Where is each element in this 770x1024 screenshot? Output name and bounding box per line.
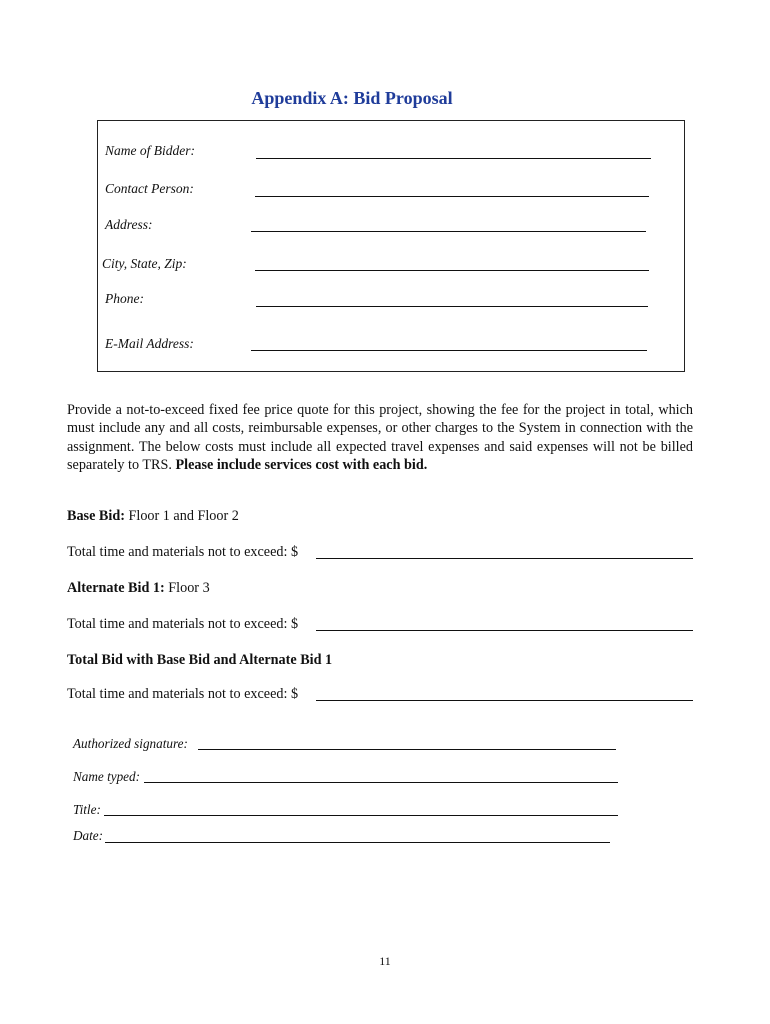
bidder-name-row	[98, 143, 686, 163]
name-typed-label: Name typed:	[73, 769, 141, 784]
title-label: Title:	[73, 802, 101, 817]
total-bid-heading-bold: Total Bid with Base Bid and Alternate Bid 1	[67, 652, 333, 668]
contact-person-row	[98, 181, 686, 201]
page-title: Appendix A: Bid Proposal	[251, 88, 453, 108]
email-row	[98, 336, 686, 356]
instructions-paragraph	[67, 401, 693, 474]
city-state-zip-label: City, State, Zip:	[102, 256, 187, 271]
date-label: Date:	[73, 828, 104, 843]
email-label: E-Mail Address:	[105, 336, 194, 351]
alternate-bid-heading-rest: Floor 3	[164, 580, 210, 596]
base-bid-heading	[67, 508, 239, 525]
address-row	[98, 217, 686, 237]
contact-person-field[interactable]	[255, 196, 649, 197]
base-bid-total-field[interactable]	[316, 558, 693, 559]
bidder-name-label: Name of Bidder:	[105, 143, 195, 158]
contact-person-label: Contact Person:	[105, 181, 194, 196]
authorized-signature-label: Authorized signature:	[73, 736, 188, 751]
instructions-emphasis: Please include services cost with each bid.	[175, 456, 428, 473]
total-bid-total-field[interactable]	[316, 700, 693, 701]
page-number: 11	[379, 954, 391, 968]
total-bid-total-label: Total time and materials not to exceed: $	[67, 686, 299, 702]
date-field[interactable]	[105, 842, 610, 843]
base-bid-total-label: Total time and materials not to exceed: $	[67, 544, 299, 560]
city-state-zip-field[interactable]	[255, 270, 649, 271]
name-typed-field[interactable]	[144, 782, 618, 783]
base-bid-heading-bold: Base Bid:	[67, 508, 125, 524]
total-bid-heading	[67, 652, 332, 669]
email-field[interactable]	[251, 350, 647, 351]
base-bid-heading-rest: Floor 1 and Floor 2	[124, 508, 239, 524]
phone-label: Phone:	[105, 291, 144, 306]
authorized-signature-field[interactable]	[198, 749, 616, 750]
instructions-text: Provide a not-to-exceed fixed fee price quote for this project, showing the fee for the project in total, which must include any and all costs, reimbursable expenses, or other charges to the System in connection with the assignment. The below costs must include all expected travel expenses and said expenses will not be billed separately to TRS.	[67, 402, 693, 473]
alternate-bid-heading	[67, 580, 210, 597]
address-field[interactable]	[251, 231, 646, 232]
bidder-info-box	[97, 120, 685, 372]
city-state-zip-row	[98, 256, 686, 276]
bidder-name-field[interactable]	[256, 158, 651, 159]
alternate-bid-total-field[interactable]	[316, 630, 693, 631]
phone-row	[98, 291, 686, 311]
phone-field[interactable]	[256, 306, 648, 307]
address-label: Address:	[105, 217, 153, 232]
title-field[interactable]	[104, 815, 618, 816]
alternate-bid-total-label: Total time and materials not to exceed: $	[67, 616, 299, 632]
alternate-bid-heading-bold: Alternate Bid 1:	[67, 580, 165, 596]
